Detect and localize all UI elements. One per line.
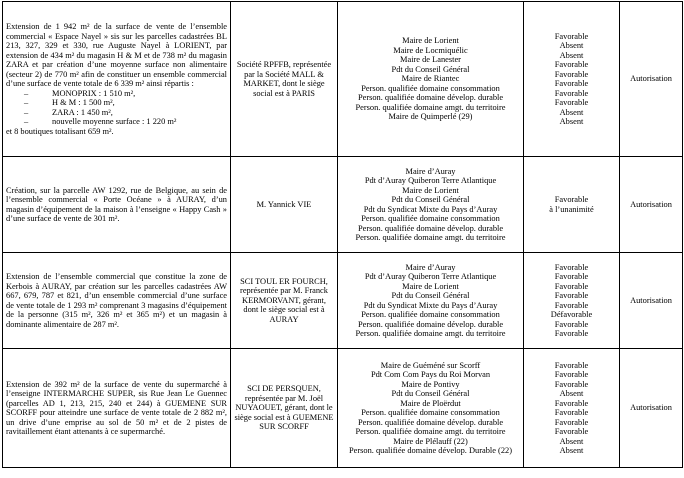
vote: Favorable: [554, 31, 589, 41]
vote: Favorable: [554, 262, 589, 272]
member: Person. qualifiée domaine dévelop. durable: [357, 223, 504, 233]
member: Maire de Ploërdut: [400, 398, 461, 408]
table-row: [3, 253, 683, 349]
member: Person. qualifiée domaine amgt. du territoire: [355, 329, 506, 338]
decision-result: Autorisation: [620, 253, 683, 349]
member: Pdt Com Com Pays du Roi Morvan: [370, 370, 491, 379]
vote: Absent: [559, 41, 584, 50]
description-text: Extension de l’ensemble commercial que constitue la zone de Kerbois à AURAY, par création sur les parcelles cadastrées AW 667, 679, 787 et 821, d’un ensemble commercial d’une surface de vente totale de 1 293 m² comprenant 3 magasins d’équipement de la personne (315 m², 326 m² et 365 m²) et un magasin à dominante alimentaire de 287 m².: [6, 272, 227, 329]
vote: Favorable: [554, 195, 589, 204]
applicant: Société RPFFB, représentée par la Société MALL & MARKET, dont le siège social est à PARIS: [231, 2, 338, 157]
member: Person. qualifiée domaine dévelop. durable: [357, 93, 504, 103]
table-row: [3, 349, 683, 468]
vote: Favorable: [554, 300, 589, 310]
member: Person. qualifiée domaine consommation: [361, 310, 500, 319]
project-description: [3, 253, 231, 349]
applicant: M. Yannick VIE: [231, 157, 338, 253]
list-item: – MONOPRIX : 1 510 m²,: [24, 89, 227, 99]
vote: Favorable: [554, 69, 589, 79]
vote: Favorable: [554, 427, 589, 436]
member: Maire de Pontivy: [401, 379, 460, 389]
member: Maire de Lorient: [402, 36, 459, 46]
decision-result: Autorisation: [620, 349, 683, 468]
vote: Favorable: [554, 319, 589, 329]
member: Pdt d’Auray Quiberon Terre Atlantique: [364, 272, 497, 281]
list-item: – H & M : 1 500 m²,: [24, 98, 227, 108]
vote: Favorable: [554, 360, 589, 370]
member: Maire d’Auray: [405, 262, 456, 272]
member: Maire de Guéméné sur Scorff: [380, 360, 481, 370]
list-item: – nouvelle moyenne surface : 1 220 m²: [24, 117, 227, 127]
member: Person. qualifiée domaine amgt. du territoire: [355, 233, 506, 242]
project-description: [3, 157, 231, 253]
vote: à l’unanimité: [549, 204, 594, 214]
vote: Défavorable: [550, 310, 593, 319]
description-text: Création, sur la parcelle AW 1292, rue de Belgique, au sein de l’ensemble commercial « Porte Océane » à AURAY, d’un magasin d’équipement de la maison à l’enseigne « Happy Cash » d’une surface de vente de 301 m².: [6, 185, 227, 223]
vote: Absent: [559, 389, 584, 398]
vote: Favorable: [554, 281, 589, 291]
member: Person. qualifiée domaine amgt. du territoire: [355, 427, 506, 436]
decision-result: Autorisation: [620, 157, 683, 253]
member: Maire de Riantec: [401, 74, 460, 84]
surface-breakdown-list: [6, 89, 227, 127]
vote: Favorable: [554, 398, 589, 408]
member: Pdt du Conseil Général: [391, 195, 470, 204]
member: Maire d’Auray: [405, 166, 456, 176]
vote: Favorable: [554, 272, 589, 281]
decisions-table: [2, 1, 683, 468]
member: Pdt du Syndicat Mixte du Pays d’Auray: [363, 204, 498, 214]
vote: Absent: [559, 117, 584, 126]
description-tail: et 8 boutiques totalisant 659 m².: [6, 126, 114, 136]
applicant: SCI TOUL ER FOURCH, représentée par M. Franck KERMORVANT, gérant, dont le siège social est à AURAY: [231, 253, 338, 349]
votes: [524, 253, 620, 349]
member: Person. qualifiée domaine dévelop. durable: [357, 319, 504, 329]
member: Maire de Plélauff (22): [393, 436, 468, 446]
member: Person. qualifiée domaine consommation: [361, 83, 500, 93]
project-description: [3, 2, 231, 157]
description-text: Extension de 1 942 m² de la surface de vente de l’ensemble commercial « Espace Nayel » sis sur les parcelles cadastrées BL 213, 327, 329 et 330, rue Auguste Nayel à LORIENT, par extension de 434 m² du magasin H & M et de 738 m² du magasin ZARA et par création d’une moyenne surface non alimentaire (secteur 2) de 770 m² afin de constituer un ensemble commercial d’une surface de vente totale de 6 339 m² ainsi répartis :: [6, 22, 227, 88]
vote: Favorable: [554, 98, 589, 107]
commission-members: [338, 253, 524, 349]
decision-result: Autorisation: [620, 2, 683, 157]
vote: Favorable: [554, 60, 589, 69]
vote: Favorable: [554, 88, 589, 98]
commission-members: [338, 157, 524, 253]
votes: [524, 2, 620, 157]
vote: Absent: [559, 446, 584, 455]
member: Maire de Lorient: [402, 281, 459, 291]
member: Pdt d’Auray Quiberon Terre Atlantique: [364, 176, 497, 185]
votes: [524, 349, 620, 468]
vote: Absent: [559, 107, 584, 117]
vote: Favorable: [554, 379, 589, 389]
vote: Favorable: [554, 79, 589, 88]
member: Maire de Lorient: [402, 185, 459, 195]
member: Person. qualifiée domaine dévelop. Durable (22): [348, 446, 513, 455]
vote: Favorable: [554, 417, 589, 427]
applicant: SCI DE PERSQUEN, représentée par M. Joël NUYAOUET, gérant, dont le siège social est à GUEMENE SUR SCORFF: [231, 349, 338, 468]
list-item: – ZARA : 1 450 m²,: [24, 108, 227, 118]
table-row: [3, 2, 683, 157]
vote: Absent: [559, 50, 584, 60]
vote: Favorable: [554, 408, 589, 417]
votes: [524, 157, 620, 253]
table-row: [3, 157, 683, 253]
member: Maire de Lanester: [400, 55, 461, 65]
commission-members: [338, 349, 524, 468]
member: Pdt du Conseil Général: [391, 291, 470, 300]
member: Pdt du Syndicat Mixte du Pays d’Auray: [363, 300, 498, 310]
vote: Favorable: [554, 291, 589, 300]
member: Person. qualifiée domaine consommation: [361, 214, 500, 223]
member: Person. qualifiée domaine amgt. du territoire: [355, 102, 506, 112]
member: Person. qualifiée domaine consommation: [361, 408, 500, 417]
vote: Absent: [559, 436, 584, 446]
commission-members: [338, 2, 524, 157]
project-description: [3, 349, 231, 468]
member: Pdt du Conseil Général: [391, 389, 470, 398]
member: Person. qualifiée domaine dévelop. durable: [357, 417, 504, 427]
member: Pdt du Conseil Général: [391, 64, 470, 74]
vote: Favorable: [554, 329, 589, 338]
member: Maire de Locmiquélic: [393, 45, 468, 55]
vote: Favorable: [554, 370, 589, 379]
member: Maire de Quimperlé (29): [388, 112, 473, 122]
description-text: Extension de 392 m² de la surface de vente du supermarché à l’enseigne INTERMARCHE SUPER, sis Rue Jean Le Guennec (parcelles AD 1, 213, 215, 240 et 244) à GUEMENE SUR SCORFF pour atteindre une surface de vente totale de 2 882 m², un drive d’une emprise au sol de 50 m² et de 2 pistes de ravitaillement étant attenants à ce supermarché.: [6, 379, 227, 436]
